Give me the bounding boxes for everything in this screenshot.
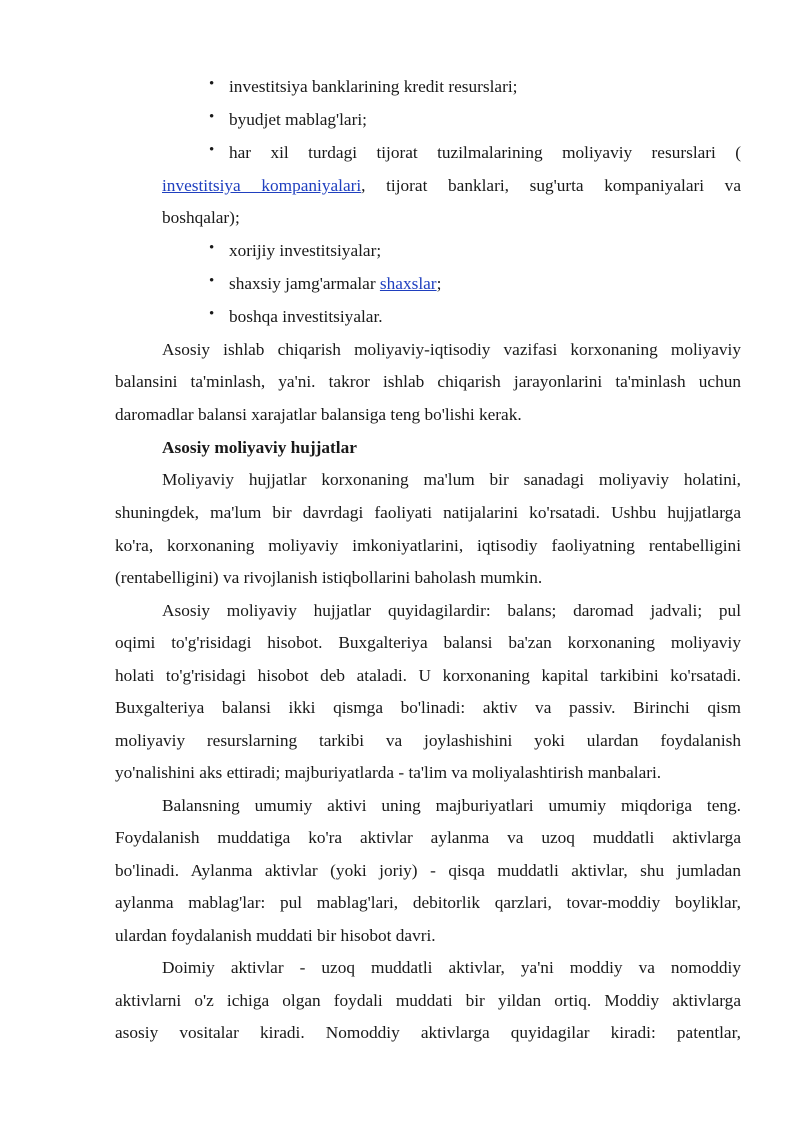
paragraph-line: Buxgalteriya balansi ikki qismga bo'linadi: aktiv va passiv. Birinchi qism <box>115 698 741 717</box>
paragraph-line: aktivlarni o'z ichiga olgan foydali muddati bir yildan ortiq. Moddiy aktivlarga <box>115 991 741 1010</box>
persons-link[interactable]: shaxslar <box>379 274 437 293</box>
bullet-marker: • <box>209 109 215 125</box>
paragraph-line: yo'nalishini aks ettiradi; majburiyatlarda - ta'lim va moliyalashtirish manbalari. <box>115 763 662 782</box>
paragraph-line: Asosiy moliyaviy hujjatlar quyidagilardir: balans; daromad jadvali; pul <box>162 601 741 620</box>
paragraph-line: moliyaviy resurslarning tarkibi va joylashishini yoki ulardan foydalanish <box>115 731 741 750</box>
paragraph-line: Foydalanish muddatiga ko'ra aktivlar aylanma va uzoq muddatli aktivlarga <box>115 828 741 847</box>
bullet-item: byudjet mablag'lari; <box>229 110 367 129</box>
bullet-marker: • <box>209 76 215 92</box>
paragraph-line: Balansning umumiy aktivi uning majburiyatlari umumiy miqdoriga teng. <box>162 796 741 815</box>
bullet-text: ; <box>436 274 442 293</box>
paragraph-line: shuningdek, ma'lum bir davrdagi faoliyati natijalarini ko'rsatadi. Ushbu hujjatlarga <box>115 503 741 522</box>
bullet-marker: • <box>209 273 215 289</box>
paragraph-line: Doimiy aktivlar - uzoq muddatli aktivlar, ya'ni moddiy va nomoddiy <box>162 958 741 977</box>
section-heading: Asosiy moliyaviy hujjatlar <box>162 438 357 457</box>
paragraph-line: bo'linadi. Aylanma aktivlar (yoki joriy) - qisqa muddatli aktivlar, shu jumladan <box>115 861 741 880</box>
bullet-item-continuation: boshqalar); <box>162 208 240 227</box>
bullet-text: shaxsiy jamg'armalar <box>229 274 380 293</box>
paragraph-line: ko'ra, korxonaning moliyaviy imkoniyatlarini, iqtisodiy faoliyatning rentabelligini <box>115 536 741 555</box>
paragraph-line: holati to'g'risidagi hisobot deb ataladi. U korxonaning kapital tarkibini ko'rsatadi. <box>115 666 741 685</box>
paragraph-line: oqimi to'g'risidagi hisobot. Buxgalteriya balansi ba'zan korxonaning moliyaviy <box>115 633 741 652</box>
bullet-marker: • <box>209 142 215 158</box>
investment-companies-link[interactable]: investitsiya kompaniyalari <box>162 176 362 195</box>
paragraph-line: balansini ta'minlash, ya'ni. takror ishlab chiqarish jarayonlarini ta'minlash uchun <box>115 372 741 391</box>
bullet-text: , tijorat banklari, sug'urta kompaniyalari va <box>361 176 741 195</box>
paragraph-line: ulardan foydalanish muddati bir hisobot davri. <box>115 926 436 945</box>
paragraph-line: Moliyaviy hujjatlar korxonaning ma'lum bir sanadagi moliyaviy holatini, <box>162 470 741 489</box>
bullet-item: boshqa investitsiyalar. <box>229 307 383 326</box>
paragraph-line: Asosiy ishlab chiqarish moliyaviy-iqtisodiy vazifasi korxonaning moliyaviy <box>162 340 741 359</box>
bullet-marker: • <box>209 240 215 256</box>
paragraph-line: asosiy vositalar kiradi. Nomoddiy aktivlarga quyidagilar kiradi: patentlar, <box>115 1023 741 1042</box>
paragraph-line: daromadlar balansi xarajatlar balansiga teng bo'lishi kerak. <box>115 405 522 424</box>
bullet-item: xorijiy investitsiyalar; <box>229 241 382 260</box>
bullet-item: har xil turdagi tijorat tuzilmalarining moliyaviy resurslari ( <box>229 143 741 162</box>
paragraph-line: aylanma mablag'lar: pul mablag'lari, debitorlik qarzlari, tovar-moddiy boyliklar, <box>115 893 741 912</box>
paragraph-line: (rentabelligini) va rivojlanish istiqbollarini baholash mumkin. <box>115 568 543 587</box>
bullet-marker: • <box>209 306 215 322</box>
bullet-item: investitsiya banklarining kredit resurslari; <box>229 77 518 96</box>
bullet-item-continuation <box>162 175 741 197</box>
bullet-item <box>229 273 441 295</box>
